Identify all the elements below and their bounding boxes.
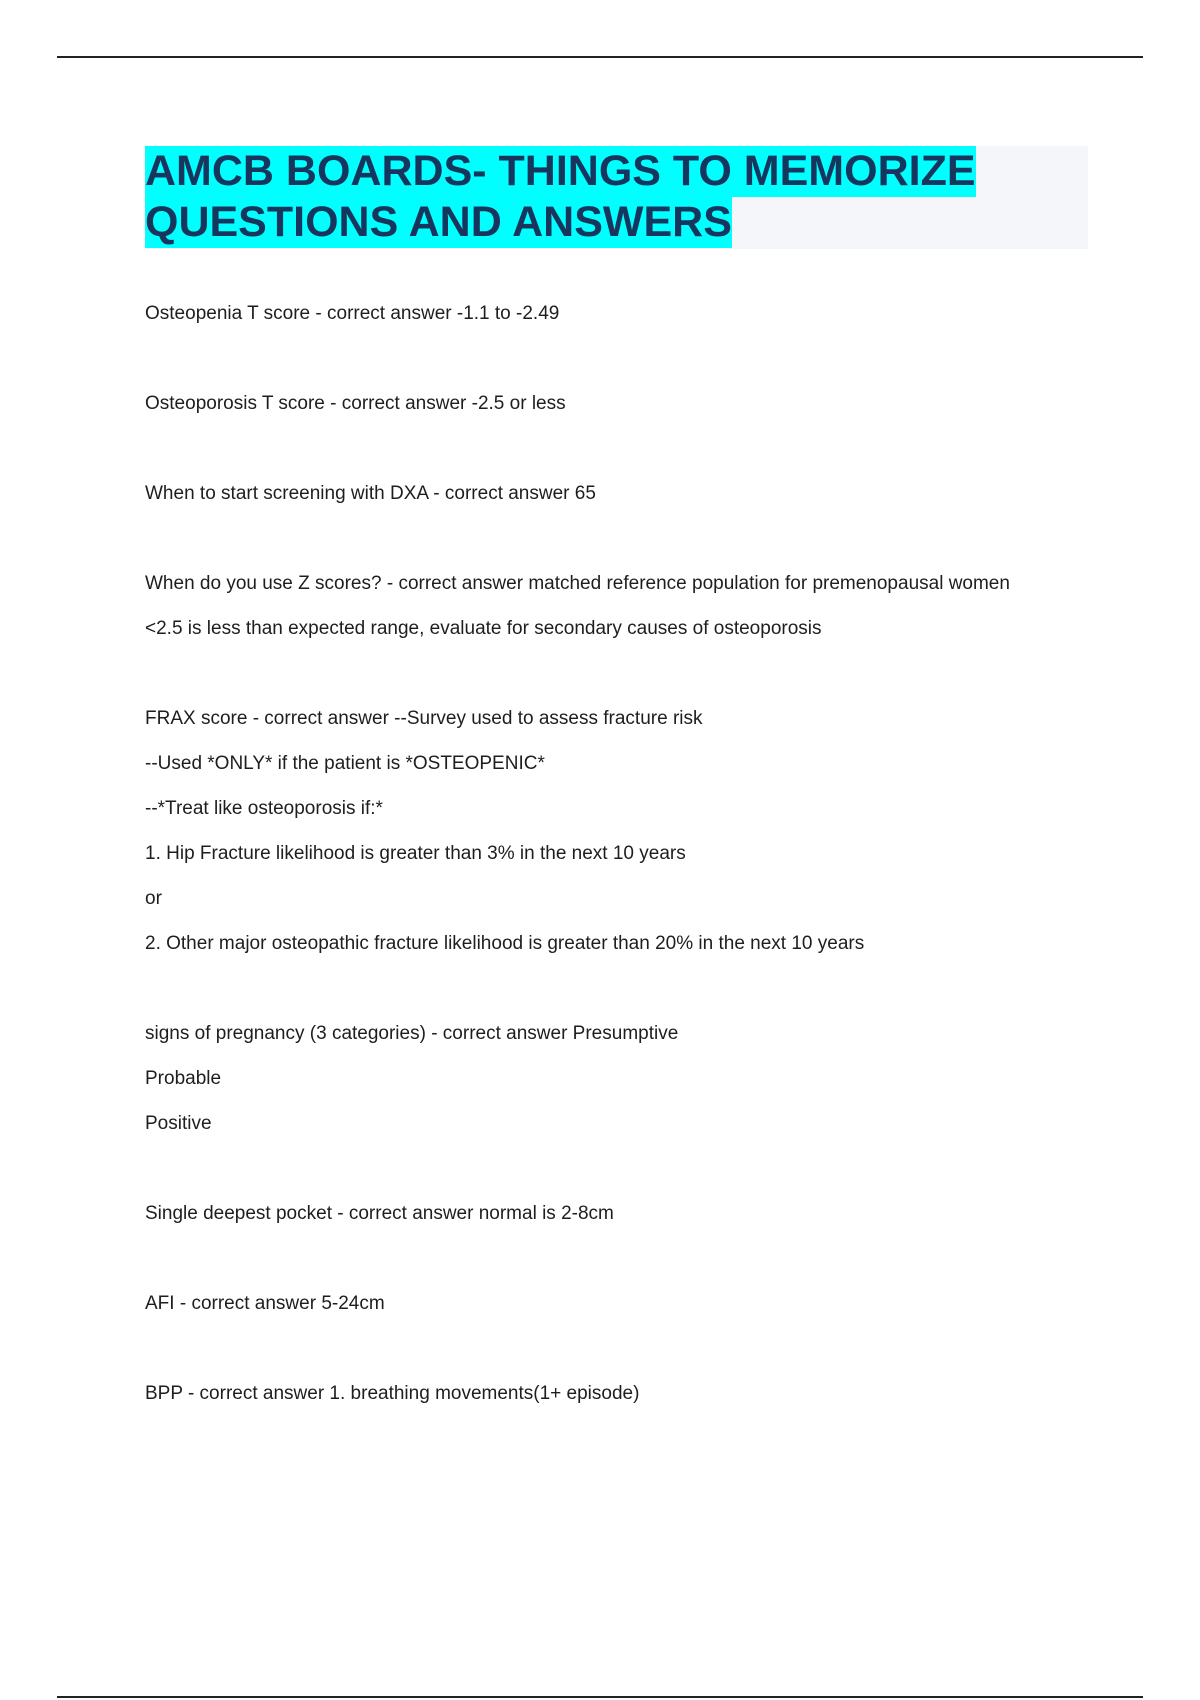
qa-entry-bpp [145, 1371, 1095, 1416]
qa-line: Osteoporosis T score - correct answer -2.5 or less [145, 393, 566, 414]
qa-line: 1. Hip Fracture likelihood is greater than 3% in the next 10 years [145, 843, 686, 864]
qa-line: FRAX score - correct answer --Survey used to assess fracture risk [145, 708, 703, 729]
qa-line: When do you use Z scores? - correct answer matched reference population for premenopausal women [145, 573, 1010, 594]
qa-entry-osteopenia [145, 291, 1095, 336]
qa-line: When to start screening with DXA - correct answer 65 [145, 483, 596, 504]
qa-entry-osteoporosis [145, 381, 1095, 426]
qa-line: or [145, 888, 162, 909]
qa-line: BPP - correct answer 1. breathing movements(1+ episode) [145, 1383, 640, 1404]
qa-entry-dxa [145, 471, 1095, 516]
qa-line: <2.5 is less than expected range, evaluate for secondary causes of osteoporosis [145, 618, 822, 639]
qa-line: Probable [145, 1068, 222, 1089]
title-line-1: AMCB BOARDS- THINGS TO MEMORIZE [145, 147, 976, 195]
qa-entry-frax [145, 696, 1095, 966]
qa-entry-afi [145, 1281, 1095, 1326]
qa-line: signs of pregnancy (3 categories) - correct answer Presumptive [145, 1023, 679, 1044]
qa-line: AFI - correct answer 5-24cm [145, 1293, 385, 1314]
document-title [145, 146, 1088, 249]
title-line-2: QUESTIONS AND ANSWERS [145, 198, 732, 246]
qa-entry-pregnancy-signs [145, 1011, 1095, 1146]
qa-line: Osteopenia T score - correct answer -1.1 to -2.49 [145, 303, 560, 324]
top-rule [57, 56, 1143, 58]
qa-entry-z-scores [145, 561, 1095, 651]
qa-line: --Used *ONLY* if the patient is *OSTEOPENIC* [145, 753, 545, 774]
qa-entry-sdp [145, 1191, 1095, 1236]
qa-line: Positive [145, 1113, 212, 1134]
qa-line: Single deepest pocket - correct answer normal is 2-8cm [145, 1203, 614, 1224]
qa-line: 2. Other major osteopathic fracture likelihood is greater than 20% in the next 10 years [145, 933, 865, 954]
qa-line: --*Treat like osteoporosis if:* [145, 798, 383, 819]
bottom-rule [57, 1696, 1143, 1698]
qa-list [145, 291, 1095, 1461]
